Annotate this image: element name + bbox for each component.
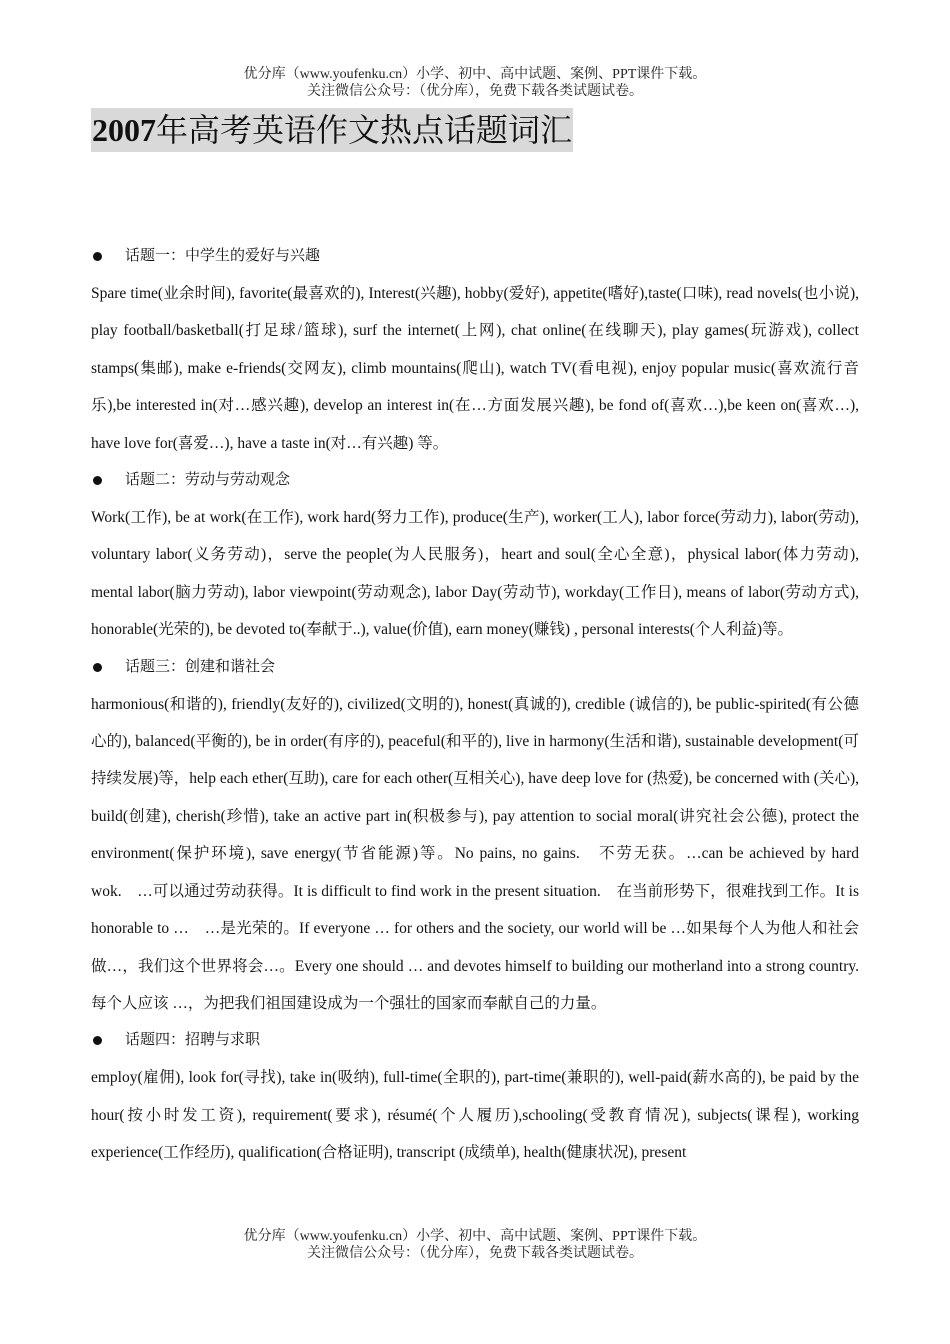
topic-label: 话题二：劳动与劳动观念 bbox=[125, 472, 291, 489]
title-text: 年高考英语作文热点话题词汇 bbox=[156, 112, 573, 148]
footer-line-1: 优分库（www.youfenku.cn）小学、初中、高中试题、案例、PPT课件下载。 bbox=[243, 1229, 707, 1244]
topic-heading bbox=[91, 462, 859, 499]
topic-label: 话题四：招聘与求职 bbox=[125, 1032, 261, 1049]
bullet-icon bbox=[93, 252, 102, 261]
title-year: 2007 bbox=[92, 112, 156, 148]
page-header bbox=[0, 66, 950, 100]
bullet-icon bbox=[93, 476, 102, 485]
document-body bbox=[91, 238, 859, 1172]
header-line-2: 关注微信公众号：（优分库），免费下载各类试题试卷。 bbox=[307, 84, 643, 99]
topic-label: 话题一：中学生的爱好与兴趣 bbox=[125, 248, 321, 264]
topic-heading bbox=[91, 649, 859, 686]
topic-paragraph: employ(雇佣), look for(寻找), take in(吸纳), full-time(全职的), part-time(兼职的), well-paid(薪水高的), be paid by the hour(按小时发工资), requirement(要求), résumé(个人履历),schooling(受教育情况), subjects(课程), working experience(工作经历), qualification(合格证明), transcript (成绩单), health(健康状况), present bbox=[91, 1069, 859, 1162]
bullet-icon bbox=[93, 1036, 102, 1045]
topic-paragraph: Spare time(业余时间), favorite(最喜欢的), Interest(兴趣), hobby(爱好), appetite(嗜好),taste(口味), read novels(也小说), play football/basketball(打足球/篮球), surf the internet(上网), chat online(在线聊天), play games(玩游戏), collect stamps(集邮), make e-friends(交网友), climb mountains(爬山), watch TV(看电视), enjoy popular music(喜欢流行音乐),be interested in(对…感兴趣), develop an interest in(在…方面发展兴趣), be fond of(喜欢…),be keen on(喜欢…), have love for(喜爱…), have a taste in(对…有兴趣) 等。 bbox=[91, 285, 859, 452]
topic-label: 话题三：创建和谐社会 bbox=[125, 658, 276, 675]
header-line-1: 优分库（www.youfenku.cn）小学、初中、高中试题、案例、PPT课件下载。 bbox=[243, 67, 707, 82]
topic-heading bbox=[91, 1022, 859, 1059]
topic-paragraph: Work(工作), be at work(在工作), work hard(努力工作), produce(生产), worker(工人), labor force(劳动力), labor(劳动), voluntary labor(义务劳动)，serve the people(为人民服务)，heart and soul(全心全意)，physical labor(体力劳动), mental labor(脑力劳动), labor viewpoint(劳动观念), labor Day(劳动节), workday(工作日), means of labor(劳动方式), honorable(光荣的), be devoted to(奉献于..), value(价值), earn money(赚钱) , personal interests(个人利益)等。 bbox=[91, 509, 859, 639]
page-footer bbox=[0, 1228, 950, 1262]
footer-line-2: 关注微信公众号：（优分库），免费下载各类试题试卷。 bbox=[307, 1246, 643, 1261]
topic-paragraph: harmonious(和谐的), friendly(友好的), civilized(文明的), honest(真诚的), credible (诚信的), be public-spirited(有公德心的), balanced(平衡的), be in order(有序的), peaceful(和平的), live in harmony(生活和谐), sustainable development(可持续发展)等，help each ether(互助), care for each other(互相关心), have deep love for (热爱), be concerned with (关心), build(创建), cherish(珍惜), take an active part in(积极参与), pay attention to social moral(讲究社会公德), protect the environment(保护环境), save energy(节省能源)等。No pains, no gains. 不劳无获。…can be achieved by hard wok. …可以通过劳动获得。It is difficult to find work in the present situation. 在当前形势下，很难找到工作。It is honorable to … …是光荣的。If everyone … for others and the society, our world will be …如果每个人为他人和社会做…，我们这个世界将会…。Every one should … and devotes himself to building our motherland into a strong country.每个人应该 …，为把我们祖国建设成为一个强壮的国家而奉献自己的力量。 bbox=[91, 695, 859, 1012]
topic-heading bbox=[91, 238, 859, 275]
bullet-icon bbox=[93, 663, 102, 672]
document-title bbox=[91, 108, 573, 152]
